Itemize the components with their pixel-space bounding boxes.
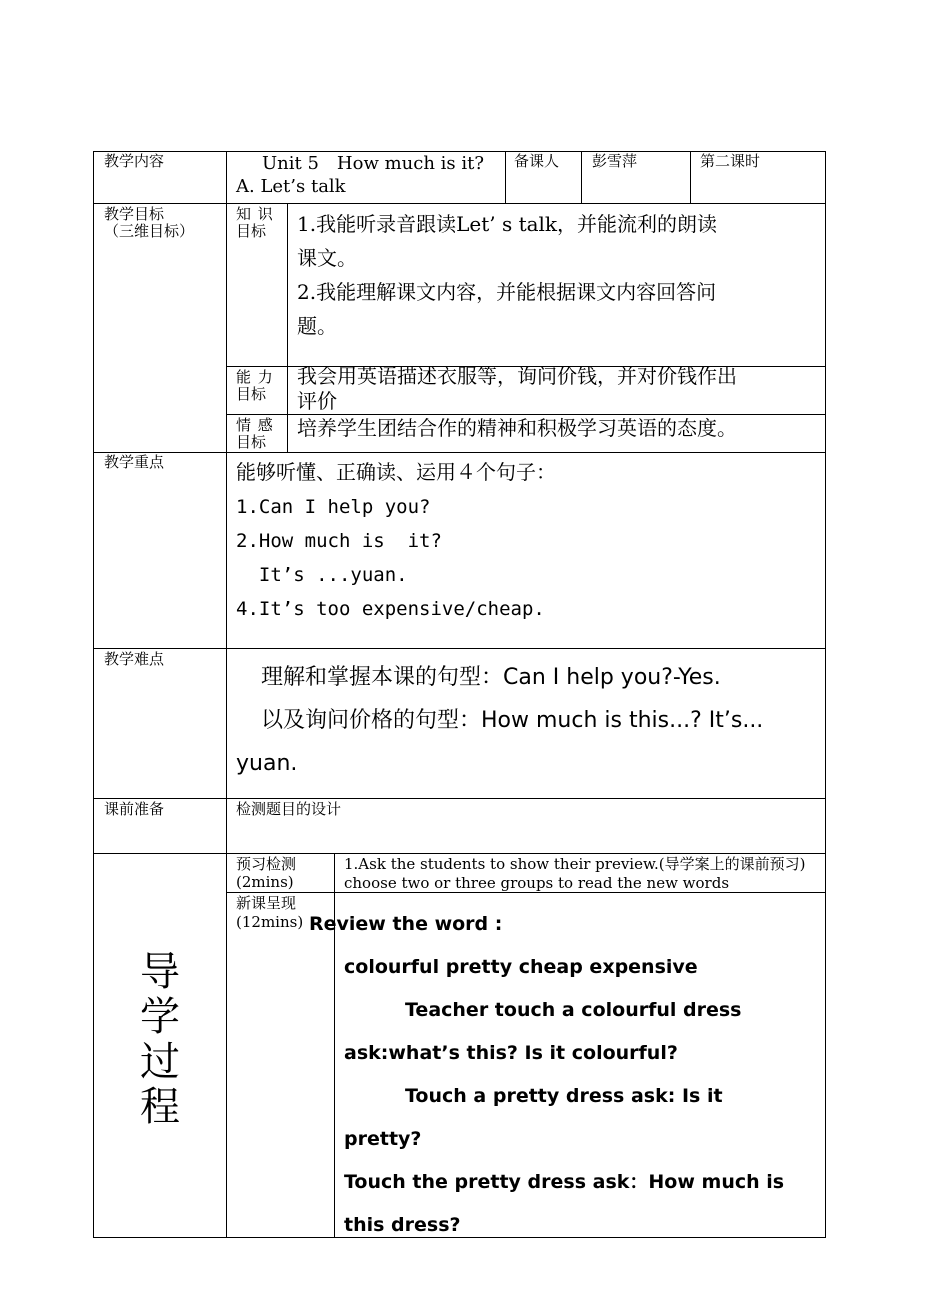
row-divider (93, 798, 826, 799)
new-lesson-line: pretty? (344, 1128, 422, 1150)
process-label-char: 过 (140, 1039, 180, 1085)
preview-check-label: 预习检测 (236, 855, 297, 873)
key-sentence: 2.How much is it? (236, 530, 442, 552)
objectives-label: 教学目标 (104, 205, 165, 223)
key-points-intro: 能够听懂、正确读、运用４个句子： (236, 460, 556, 484)
lesson-title: Unit 5 How much is it? (262, 153, 485, 174)
row-divider (93, 648, 826, 649)
lesson-subtitle: A. Let’s talk (236, 176, 346, 197)
difficulty-line: 以及询问价格的句型：How much is this...? It’s... (261, 708, 764, 733)
difficulties-label: 教学难点 (104, 650, 165, 668)
preparation-label: 课前准备 (104, 800, 165, 818)
column-divider (226, 151, 227, 1238)
knowledge-goal-label: 目标 (236, 222, 267, 240)
new-lesson-line: ask:what’s this? Is it colourful? (344, 1042, 678, 1064)
new-lesson-line: Touch the pretty dress ask：How much is (344, 1171, 785, 1193)
knowledge-goal-label: 知 识 (236, 205, 274, 223)
key-sentence: 4.It’s too expensive/cheap. (236, 598, 545, 620)
process-label-char: 导 (140, 949, 180, 995)
new-lesson-duration: (12mins) (236, 913, 304, 931)
column-divider (690, 151, 691, 204)
table-border-right (825, 151, 826, 1238)
ability-goal-label: 能 力 (236, 368, 274, 386)
table-border-left (93, 151, 94, 1238)
knowledge-goal-line: 1.我能听录音跟读Let’ s talk，并能流利的朗读 (297, 212, 718, 236)
emotion-goal-label: 目标 (236, 433, 267, 451)
column-divider (287, 203, 288, 453)
row-divider (93, 203, 826, 204)
new-lesson-line: Teacher touch a colourful dress (405, 999, 742, 1021)
preview-check-duration: (2mins) (236, 873, 294, 891)
process-label-char: 学 (140, 994, 180, 1040)
objectives-sublabel: （三维目标） (104, 222, 195, 240)
ability-goal-label: 目标 (236, 385, 267, 403)
preparer-label: 备课人 (514, 152, 560, 170)
new-lesson-line: colourful pretty cheap expensive (344, 956, 698, 978)
row-divider (93, 853, 826, 854)
ability-goal-line: 我会用英语描述衣服等，询问价钱，并对价钱作出 (297, 364, 737, 388)
column-divider (505, 151, 506, 204)
emotion-goal-text: 培养学生团结合作的精神和积极学习英语的态度。 (297, 416, 737, 440)
knowledge-goal-line: 题。 (297, 314, 337, 338)
ability-goal-line: 评价 (297, 389, 337, 413)
preparation-text: 检测题目的设计 (236, 800, 342, 818)
knowledge-goal-line: 2.我能理解课文内容，并能根据课文内容回答问 (297, 280, 717, 304)
knowledge-goal-line: 课文。 (297, 246, 357, 270)
new-lesson-line: this dress? (344, 1214, 461, 1236)
new-lesson-line: Touch a pretty dress ask: Is it (405, 1085, 723, 1107)
difficulty-line: 理解和掌握本课的句型：Can I help you?-Yes. (261, 665, 721, 690)
row-divider (93, 452, 826, 453)
column-divider (581, 151, 582, 204)
preview-check-line: 1.Ask the students to show their preview.(导学案上的课前预习) (344, 855, 806, 873)
lesson-period: 第二课时 (700, 152, 761, 170)
key-sentence: 1.Can I help you? (236, 496, 431, 518)
difficulty-line: yuan. (236, 751, 298, 776)
preparer-name: 彭雪萍 (592, 152, 638, 170)
content-label: 教学内容 (104, 152, 165, 170)
key-points-label: 教学重点 (104, 453, 165, 471)
new-lesson-line: Review the word : (309, 913, 503, 935)
emotion-goal-label: 情 感 (236, 416, 274, 434)
new-lesson-label: 新课呈现 (236, 894, 297, 912)
process-label-char: 程 (140, 1084, 180, 1130)
preview-check-line: choose two or three groups to read the new words (344, 874, 730, 892)
key-sentence: It’s ...yuan. (236, 564, 408, 586)
